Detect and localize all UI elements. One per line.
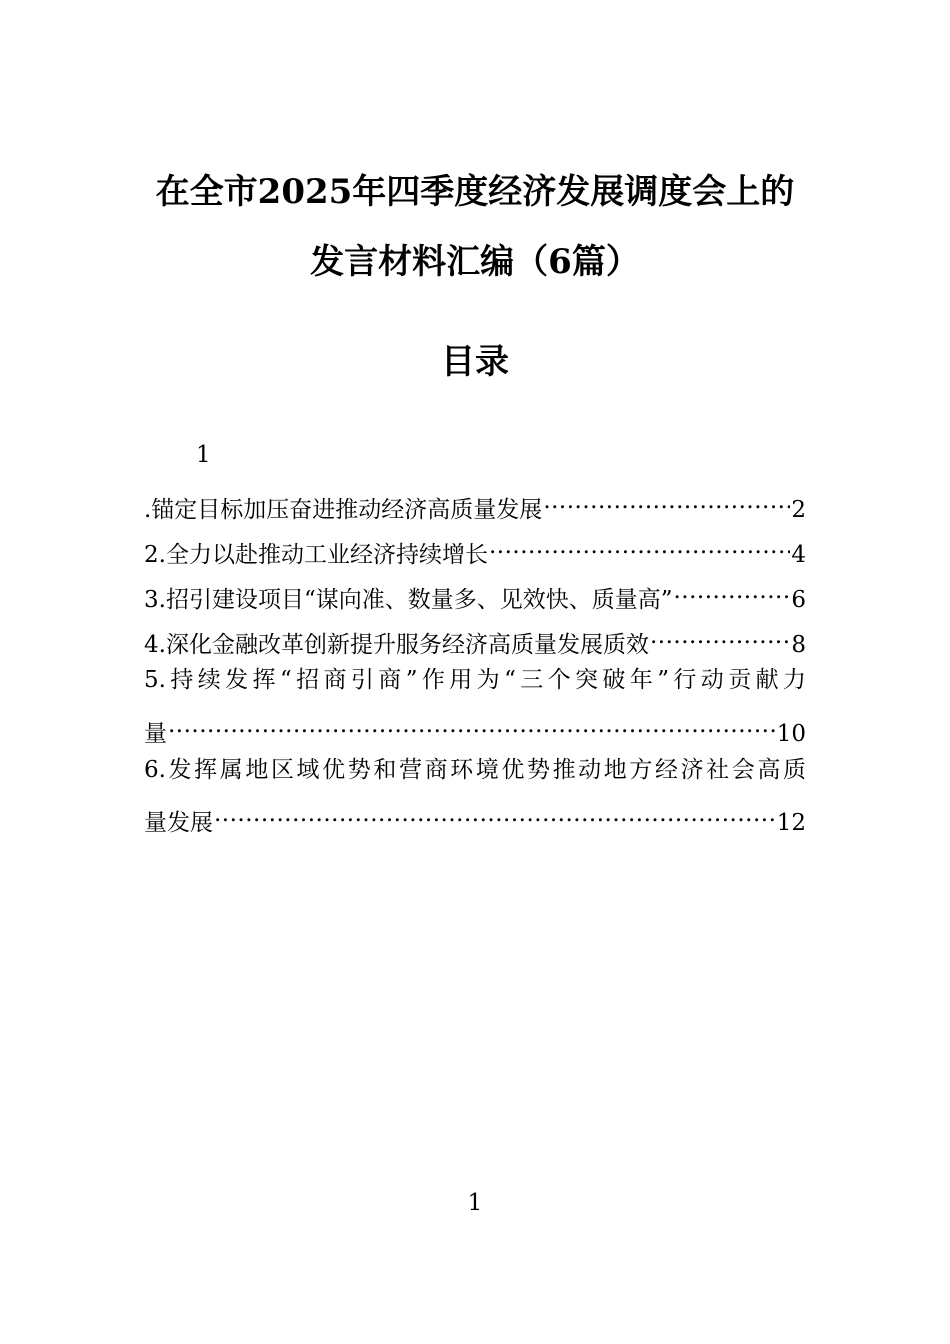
footer-page-number: 1 bbox=[467, 1190, 483, 1216]
toc-entry-title-line-2: 量 bbox=[144, 721, 167, 747]
toc-orphan-number: 1 bbox=[196, 442, 211, 468]
toc-entry[interactable] bbox=[144, 620, 806, 658]
toc-entry-title-line-2: 量发展 bbox=[144, 810, 213, 836]
toc-entry[interactable] bbox=[144, 709, 806, 747]
toc-entry[interactable] bbox=[144, 798, 806, 836]
document-title-line-1: 在全市2025年四季度经济发展调度会上的 bbox=[155, 172, 795, 212]
toc-entry-page: 10 bbox=[776, 721, 806, 747]
document-title-line-2: 发言材料汇编（6篇） bbox=[310, 242, 640, 282]
toc-entry-page: 4 bbox=[791, 542, 806, 568]
toc-leader-dots bbox=[214, 798, 776, 830]
toc-entry-page: 2 bbox=[791, 497, 806, 523]
toc-entry-title: 3.招引建设项目“谋向准、数量多、见效快、质量高” bbox=[144, 587, 673, 613]
toc-entry-title-line-1[interactable]: 6.发挥属地区域优势和营商环境优势推动地方经济社会高质 bbox=[144, 757, 806, 783]
toc-entry[interactable] bbox=[144, 485, 806, 523]
toc-entry[interactable] bbox=[144, 575, 806, 613]
toc-entry[interactable] bbox=[144, 530, 806, 568]
toc-leader-dots bbox=[650, 620, 790, 652]
toc-entry-page: 12 bbox=[776, 810, 806, 836]
toc-entry-title-line-1[interactable]: 5.持续发挥“招商引商”作用为“三个突破年”行动贡献力 bbox=[144, 667, 806, 693]
toc-leader-dots bbox=[168, 709, 776, 741]
toc-entry-title: 2.全力以赴推动工业经济持续增长 bbox=[144, 542, 488, 568]
toc-entry-title: .锚定目标加压奋进推动经济高质量发展 bbox=[144, 497, 543, 523]
toc-entry-page: 6 bbox=[791, 587, 806, 613]
toc-leader-dots bbox=[543, 485, 790, 517]
toc-entry-page: 8 bbox=[791, 632, 806, 658]
toc-entry-title: 4.深化金融改革创新提升服务经济高质量发展质效 bbox=[144, 632, 649, 658]
toc-leader-dots bbox=[673, 575, 790, 607]
toc-heading: 目录 bbox=[441, 342, 509, 382]
toc-leader-dots bbox=[489, 530, 790, 562]
